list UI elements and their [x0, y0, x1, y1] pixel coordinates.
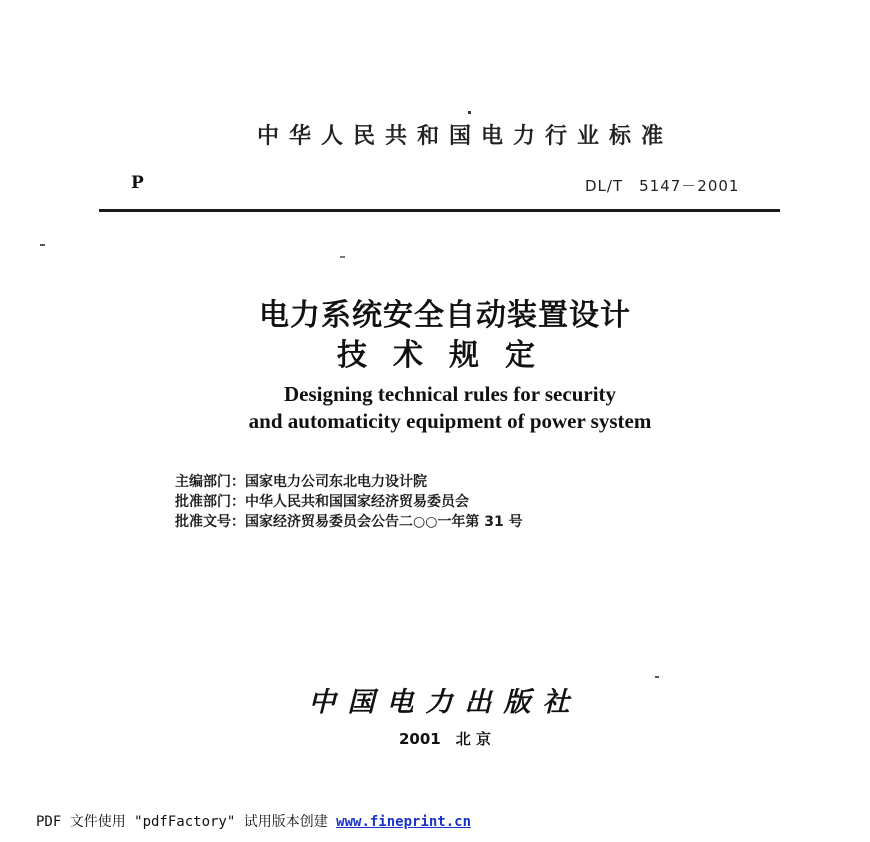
speck-mark [40, 244, 45, 246]
approving-department: 批准部门：中华人民共和国国家经济贸易委员会 [175, 494, 469, 510]
publisher-name: 中国电力出版社 [308, 687, 582, 718]
speck-mark [340, 256, 345, 258]
chinese-title-line-2: 技术规定 [337, 338, 561, 373]
publication-year-place: 2001 北 京 [399, 730, 491, 748]
editing-department: 主编部门：国家电力公司东北电力设计院 [175, 474, 427, 490]
classification-code: P [131, 173, 144, 193]
approval-document-number: 批准文号：国家经济贸易委员会公告二○○一年第 31 号 [175, 514, 523, 530]
english-title-line-2: and automaticity equipment of power system [248, 409, 652, 433]
english-title-line-1: Designing technical rules for security [283, 382, 617, 406]
pdf-footer [36, 811, 471, 831]
chinese-title-line-1: 电力系统安全自动装置设计 [259, 298, 631, 333]
header-divider [99, 209, 780, 212]
industry-standard-heading: 中华人民共和国电力行业标准 [256, 124, 673, 149]
standard-number: DL/T 5147－2001 [585, 177, 740, 195]
fineprint-link[interactable]: www.fineprint.cn [336, 814, 472, 830]
speck-mark [655, 676, 659, 678]
footer-text: PDF 文件使用 "pdfFactory" 试用版本创建 [36, 814, 337, 830]
speck-mark [468, 111, 471, 114]
